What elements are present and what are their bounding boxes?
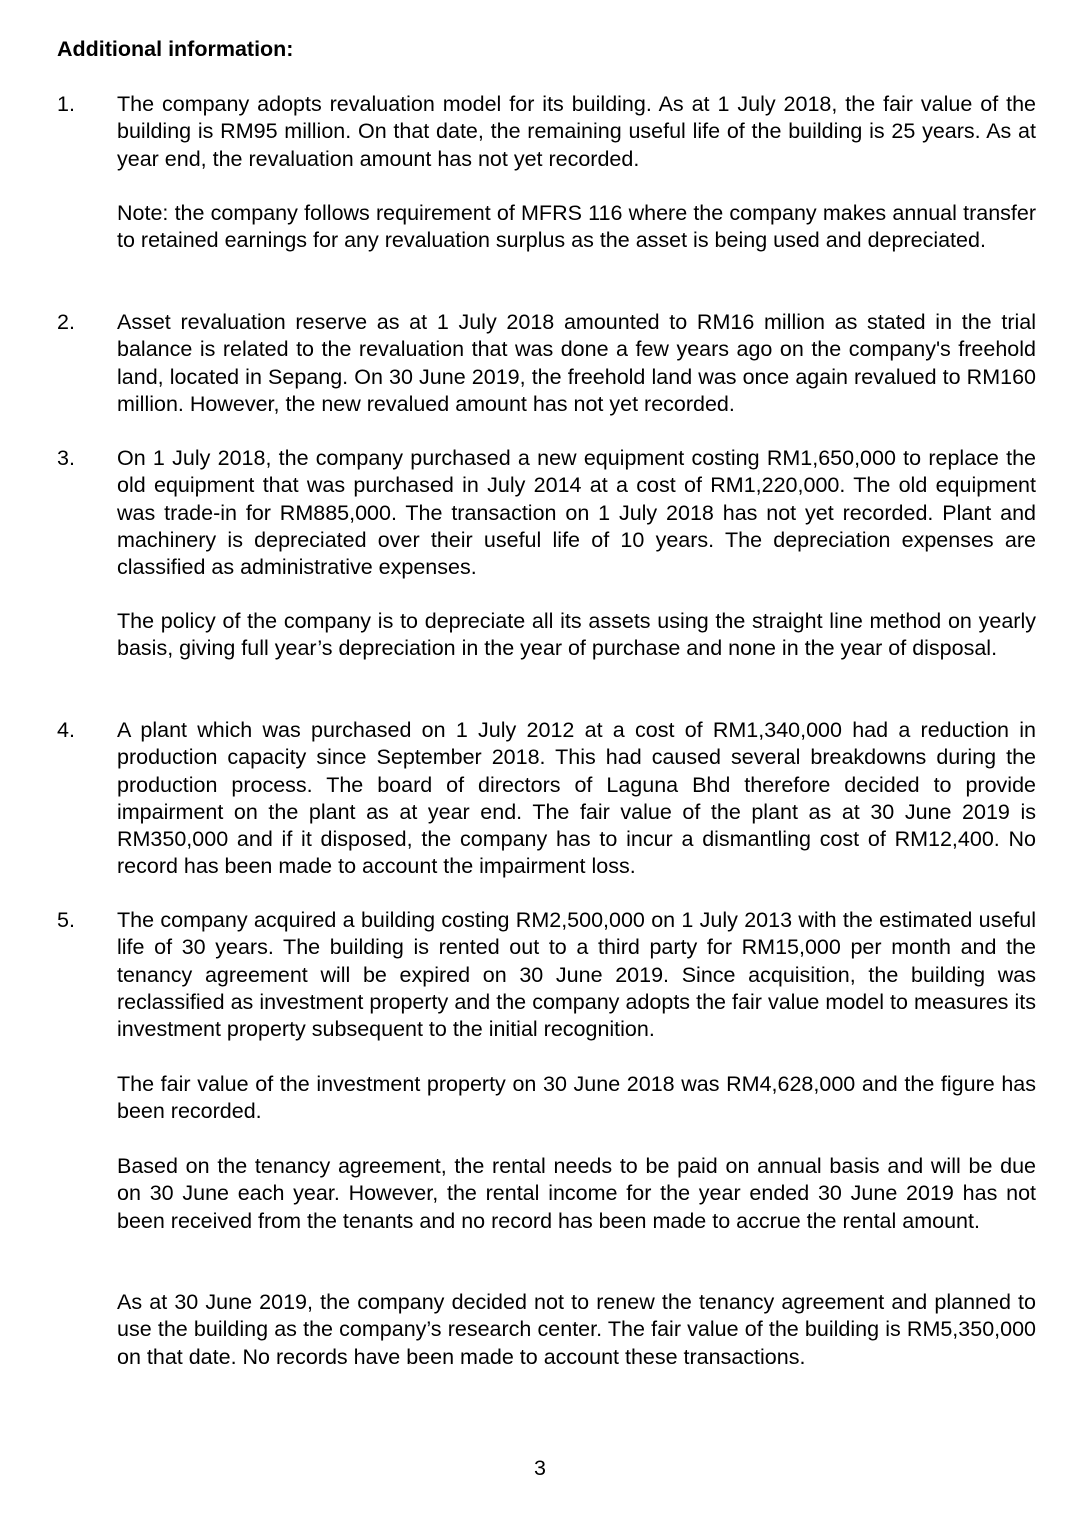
item-2-paragraph-1: Asset revaluation reserve as at 1 July 2018 amounted to RM16 million as stated in the trial balance is related to the revaluation that was done a few years ago on the company's freehold land, located in Sepang. On 30 June 2019, the freehold land was once again revalued to RM160 million. However, the new revalued amount has not yet recorded.: [117, 310, 1036, 416]
item-5-paragraph-3: Based on the tenancy agreement, the rental needs to be paid on annual basis and will be due on 30 June each year. However, the rental income for the year ended 30 June 2019 has not been received from the tenants and no record has been made to accrue the rental amount.: [117, 1154, 1036, 1233]
page-number: 3: [534, 1456, 546, 1480]
item-number-2: 2.: [57, 310, 75, 334]
item-5-paragraph-1: The company acquired a building costing RM2,500,000 on 1 July 2013 with the estimated useful life of 30 years. The building is rented out to a third party for RM15,000 per month and the tenancy agreement will be expired on 30 June 2019. Since acquisition, the building was reclassified as investment property and the company adopts the fair value model to measures its investment property subsequent to the initial recognition.: [117, 908, 1036, 1042]
item-number-4: 4.: [57, 718, 75, 742]
item-3-paragraph-1: On 1 July 2018, the company purchased a new equipment costing RM1,650,000 to replace the old equipment that was purchased in July 2014 at a cost of RM1,220,000. The old equipment was trade-in for RM885,000. The transaction on 1 July 2018 has not yet recorded. Plant and machinery is depreciated over their useful life of 10 years. The depreciation expenses are classified as administrative expenses.: [117, 446, 1036, 580]
item-number-5: 5.: [57, 908, 75, 932]
item-4-paragraph-1: A plant which was purchased on 1 July 2012 at a cost of RM1,340,000 had a reduction in production capacity since September 2018. This had caused several breakdowns during the production process. The board of directors of Laguna Bhd therefore decided to provide impairment on the plant as at year end. The fair value of the plant as at 30 June 2019 is RM350,000 and if it disposed, the company has to incur a dismantling cost of RM12,400. No record has been made to account the impairment loss.: [117, 718, 1036, 879]
item-5-paragraph-4: As at 30 June 2019, the company decided not to renew the tenancy agreement and planned to use the building as the company’s research center. The fair value of the building is RM5,350,000 on that date. No records have been made to account these transactions.: [117, 1290, 1036, 1369]
item-5-paragraph-2: The fair value of the investment property on 30 June 2018 was RM4,628,000 and the figure has been recorded.: [117, 1072, 1036, 1124]
item-1-paragraph-1: The company adopts revaluation model for its building. As at 1 July 2018, the fair value of the building is RM95 million. On that date, the remaining useful life of the building is 25 years. As at year end, the revaluation amount has not yet recorded.: [117, 92, 1036, 171]
item-number-3: 3.: [57, 446, 75, 470]
section-heading: Additional information:: [57, 37, 294, 61]
item-3-paragraph-2: The policy of the company is to depreciate all its assets using the straight line method on yearly basis, giving full year’s depreciation in the year of purchase and none in the year of disposal.: [117, 609, 1036, 661]
item-number-1: 1.: [57, 92, 75, 116]
item-1-paragraph-2: Note: the company follows requirement of MFRS 116 where the company makes annual transfer to retained earnings for any revaluation surplus as the asset is being used and depreciated.: [117, 201, 1036, 253]
